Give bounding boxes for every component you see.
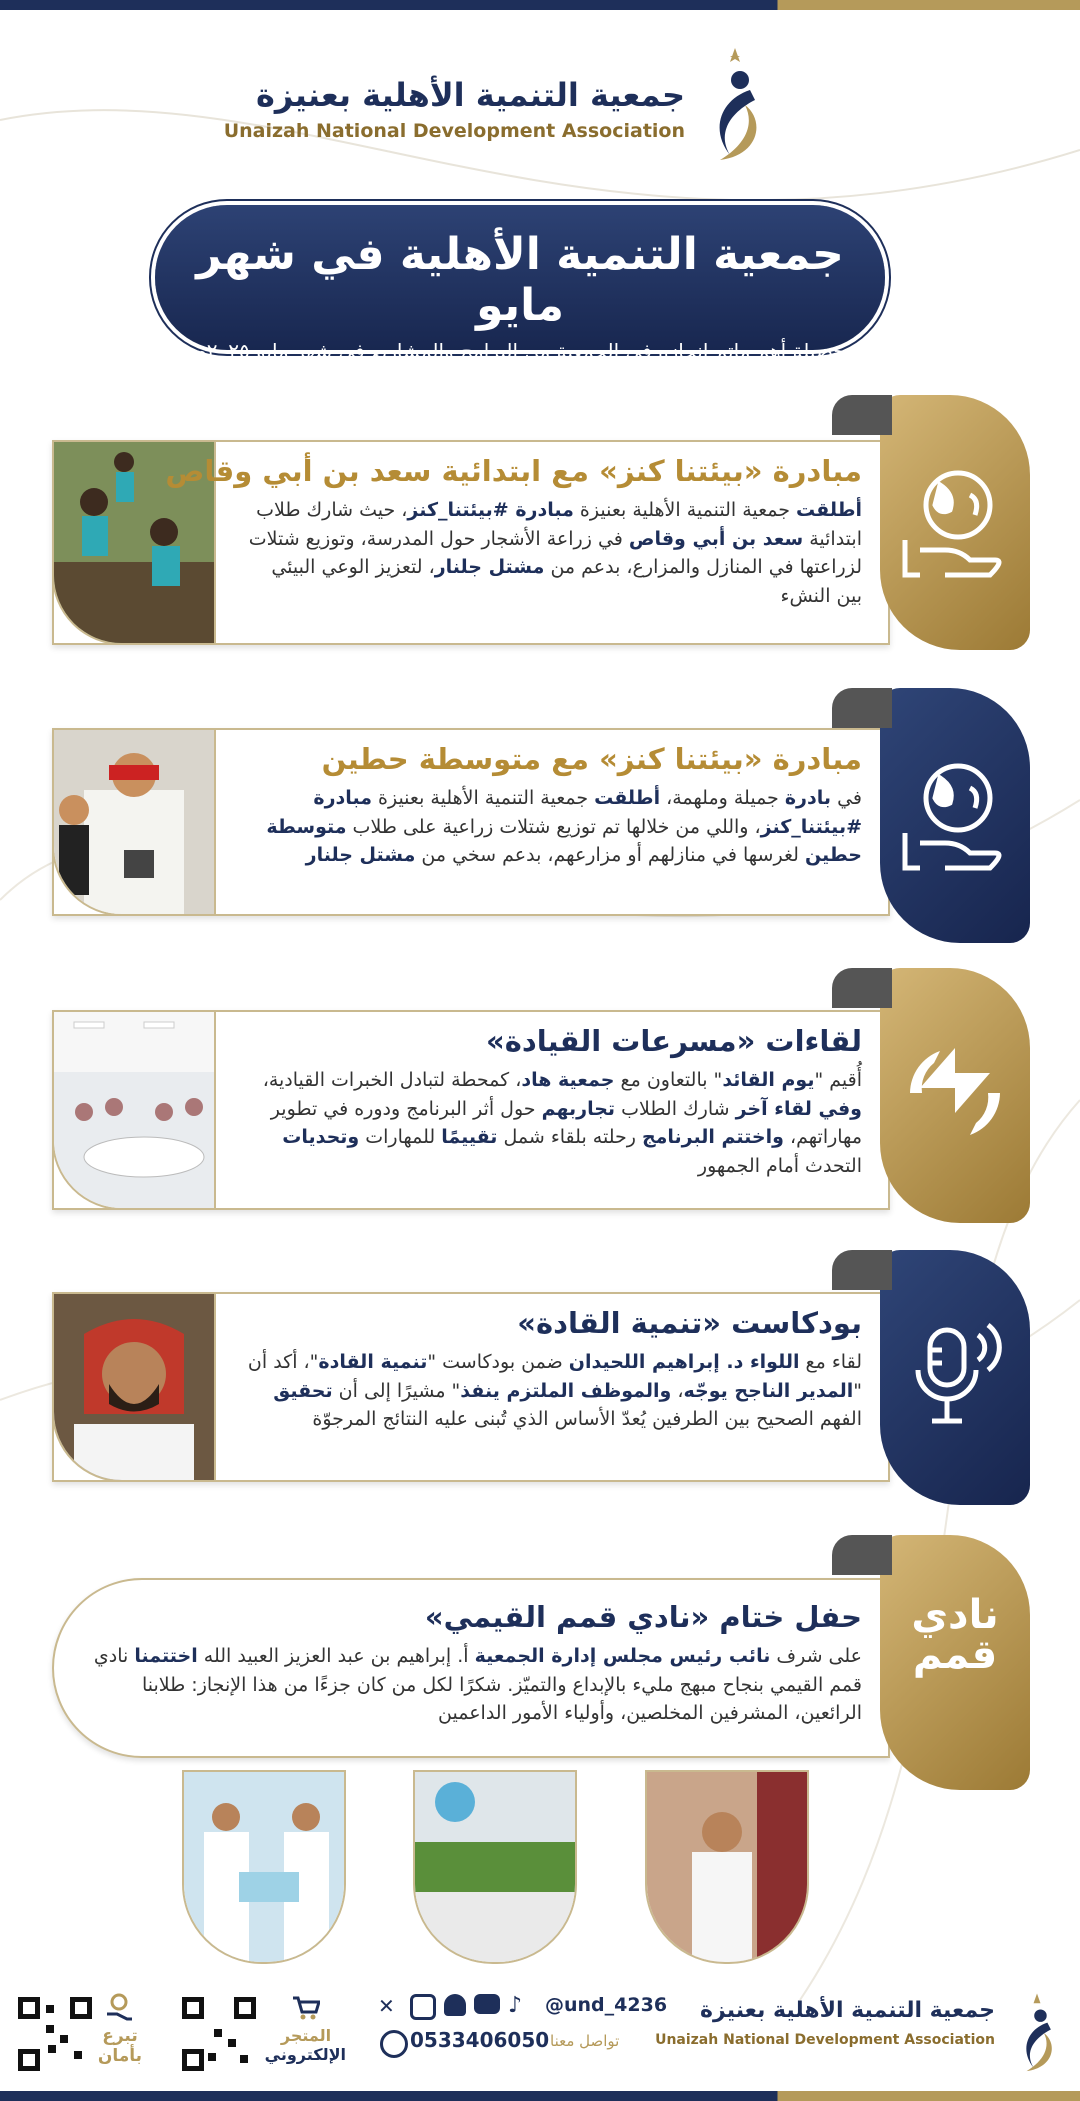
- body-text: لقاء مع: [799, 1351, 862, 1373]
- body-emphasis: وفي لقاء آخر: [735, 1097, 862, 1120]
- card-icon-tab: [880, 688, 1030, 943]
- card-heading: حفل ختام «نادي قمم القيمي»: [424, 1600, 862, 1634]
- footer-org-name-en: Unaizah National Development Association: [655, 2032, 995, 2048]
- card-beeatna-hettin: [52, 728, 890, 916]
- earth-hand-icon: [900, 753, 1010, 873]
- store-label-line-1: المتجر: [280, 2026, 332, 2045]
- store-label[interactable]: [266, 2026, 346, 2064]
- whatsapp-icon[interactable]: [380, 2030, 408, 2058]
- store-cart-icon: [290, 1992, 320, 2022]
- body-text: ،: [671, 1379, 684, 1402]
- body-emphasis: مشتل جلنار: [305, 844, 416, 866]
- body-emphasis: تنمية القادة: [318, 1351, 428, 1373]
- body-text: رحلته بلقاء شمل: [497, 1126, 642, 1148]
- body-emphasis: بادرة: [784, 787, 832, 809]
- photo-podcast-guest: [52, 1292, 216, 1482]
- footer: [0, 1980, 1080, 2090]
- donate-label-line-1: تبرع: [102, 2026, 138, 2046]
- store-qr-code[interactable]: [180, 1995, 258, 2073]
- body-emphasis: أطلقت: [594, 787, 661, 809]
- body-text: ، لتعزيز الوعي البيئي بين النشء: [271, 556, 862, 607]
- title-banner: [155, 205, 885, 363]
- card-heading: مبادرة «بيئتنا كنز» مع متوسطة حطين: [321, 742, 862, 776]
- donate-label-line-2: بأمان: [97, 2046, 142, 2066]
- earth-hand-icon: [900, 460, 1010, 580]
- org-name-en: Unaizah National Development Association: [223, 120, 685, 142]
- body-emphasis: أطلقت: [796, 499, 862, 521]
- tab-fold: [832, 968, 892, 1008]
- card-leadership-accelerators: [52, 1010, 890, 1210]
- body-emphasis: تحقيق: [273, 1379, 333, 1402]
- body-text: في: [831, 787, 862, 809]
- card-body: [82, 1642, 862, 1728]
- snapchat-icon[interactable]: [444, 1994, 466, 2016]
- microphone-icon: [900, 1315, 1010, 1435]
- body-text: أ. إبراهيم بن عبد العزيز العبيد الله: [197, 1645, 475, 1667]
- body-text: الفهم الصحيح بين الطرفين يُعدّ الأساس الذي تُبنى عليه النتائج المرجوّة: [312, 1408, 862, 1430]
- card-text: [165, 454, 862, 610]
- tab-fold: [832, 1535, 892, 1575]
- body-text: ، كمحطة لتبادل الخبرات القيادية،: [262, 1069, 522, 1091]
- donate-hand-icon: [104, 1992, 134, 2022]
- body-emphasis: تقييمًا: [441, 1126, 498, 1148]
- card-body: [242, 1066, 862, 1180]
- body-text: في زراعة الأشجار حول المدرسة، وتوزيع شتلات لزراعتها في المنازل والمزارع، بدعم من: [248, 527, 862, 578]
- card-podcast: [52, 1292, 890, 1482]
- body-text: التحدث أمام الجمهور: [697, 1154, 862, 1177]
- body-emphasis: سعد بن أبي وقاص: [628, 527, 804, 550]
- youtube-icon[interactable]: [474, 1994, 500, 2014]
- photo-group-ceremony: [413, 1770, 577, 1964]
- body-text: نادي قمم القيمي بنجاح مبهج مليء بالإبداع والتميّز. شكرًا لكل من كان جزءًا من هذا الإنجاز: طلابنا الرائعين، المشرفين المخلصين، وأولياء الأمور الداعمين: [93, 1645, 862, 1724]
- card-beeatna-saad: [52, 440, 890, 645]
- org-name-ar: جمعية التنمية الأهلية بعنيزة: [255, 76, 685, 114]
- header-logo: [223, 40, 770, 170]
- card-heading: مبادرة «بيئتنا كنز» مع ابتدائية سعد بن أبي وقاص: [165, 454, 862, 488]
- body-emphasis: مبادرة #بيئتنا_كنز: [407, 499, 574, 521]
- body-text: لغرسها في منازلهم أو مزارعهم، بدعم سخي من: [415, 844, 805, 866]
- footer-org-name-ar: جمعية التنمية الأهلية بعنيزة: [700, 1998, 995, 2023]
- body-emphasis: نائب رئيس مجلس إدارة الجمعية: [474, 1645, 771, 1667]
- body-text: جمعية التنمية الأهلية بعنيزة: [371, 787, 595, 809]
- tab-fold: [832, 688, 892, 728]
- body-emphasis: جمعية هاد: [521, 1069, 615, 1091]
- body-text: جمعية التنمية الأهلية بعنيزة: [573, 499, 797, 521]
- x-icon[interactable]: ✕: [378, 1994, 395, 2018]
- photo-certificate-award: [182, 1770, 346, 1964]
- body-emphasis: اختتمنا: [134, 1645, 198, 1667]
- card-text: [242, 1024, 862, 1180]
- body-emphasis: والموظف الملتزم ينفذ: [460, 1379, 672, 1402]
- page-title: جمعية التنمية الأهلية في شهر مايو: [196, 229, 844, 331]
- card-icon-tab: [880, 968, 1030, 1223]
- card-heading: بودكاست «تنمية القادة»: [517, 1306, 862, 1340]
- page-subtitle: حصيلة أهم ماتم إنجازه في الجمعية من البرامج والمشاريع في شهر مايو ٢٠٢٥م: [194, 339, 846, 363]
- body-emphasis: يوم القائد: [722, 1069, 815, 1091]
- phone-number[interactable]: 0533406050: [410, 2028, 550, 2052]
- instagram-icon[interactable]: [410, 1994, 436, 2020]
- body-text: ، حيث شارك طلاب ابتدائية: [256, 499, 862, 550]
- body-text: ضمن بودكاست ": [427, 1351, 569, 1373]
- body-text: ، واللي من خلالها تم توزيع شتلات زراعية على طلاب: [346, 815, 761, 838]
- photo-student-with-plant: [52, 728, 216, 916]
- card-text: [242, 742, 862, 870]
- card-qimam-closing: [52, 1578, 890, 1758]
- card-icon-tab: [880, 395, 1030, 650]
- lightning-icon: [900, 1033, 1010, 1153]
- card-body: [242, 496, 862, 610]
- body-text: " مشيرًا إلى أن: [332, 1379, 461, 1402]
- photo-meeting-hall: [52, 1010, 216, 1210]
- donate-qr-code[interactable]: [16, 1995, 94, 2073]
- body-text: جميلة وملهمة،: [660, 787, 785, 809]
- body-emphasis: المدير الناجح يوجّه: [683, 1379, 854, 1402]
- card-text: [82, 1600, 862, 1728]
- body-text: على شرف: [770, 1645, 862, 1667]
- contact-label: تواصل معنا: [550, 2032, 620, 2050]
- bottom-accent-bar: [0, 2091, 1080, 2101]
- body-emphasis: وتحديات: [282, 1126, 360, 1148]
- tab-fold: [832, 395, 892, 435]
- body-text: شارك الطلاب: [615, 1097, 736, 1120]
- body-text: حول أثر البرنامج ودوره في تطوير مهاراتهم،: [270, 1097, 862, 1148]
- footer-emblem-icon: [1012, 1988, 1062, 2078]
- card-heading: لقاءات «مسرعات القيادة»: [486, 1024, 862, 1058]
- photo-speaker: [645, 1770, 809, 1964]
- card-text: [242, 1306, 862, 1434]
- body-emphasis: متوسطة حطين: [266, 815, 862, 866]
- social-handle[interactable]: @und_4236: [545, 1994, 668, 2016]
- body-text: للمهارات: [359, 1126, 442, 1148]
- qimam-club-logo: [880, 1592, 1030, 1678]
- store-label-line-2: الإلكتروني: [264, 2045, 346, 2064]
- social-icons: [378, 1994, 528, 2020]
- tiktok-icon[interactable]: ♪: [508, 1993, 523, 2018]
- tab-fold: [832, 1250, 892, 1290]
- body-emphasis: اللواء د. إبراهيم اللحيدان: [568, 1351, 800, 1373]
- top-accent-bar: [0, 0, 1080, 10]
- donate-label[interactable]: [98, 2026, 142, 2066]
- card-icon-tab: [880, 1250, 1030, 1505]
- org-emblem-icon: [700, 40, 770, 170]
- card-body: [242, 1348, 862, 1434]
- card-icon-tab: [880, 1535, 1030, 1790]
- club-line-2: قمم: [912, 1632, 998, 1678]
- body-text: "، أكد أن ": [247, 1351, 862, 1402]
- card-body: [242, 784, 862, 870]
- body-emphasis: واختتم البرنامج: [641, 1126, 784, 1148]
- body-text: أُقيم ": [814, 1069, 862, 1091]
- club-line-1: نادي: [911, 1592, 999, 1638]
- body-emphasis: مشتل جلنار: [434, 556, 545, 578]
- body-emphasis: مبادرة #بيئتنا_كنز: [313, 787, 862, 838]
- body-emphasis: تجاربهم: [541, 1097, 616, 1120]
- body-text: " بالتعاون مع: [614, 1069, 723, 1091]
